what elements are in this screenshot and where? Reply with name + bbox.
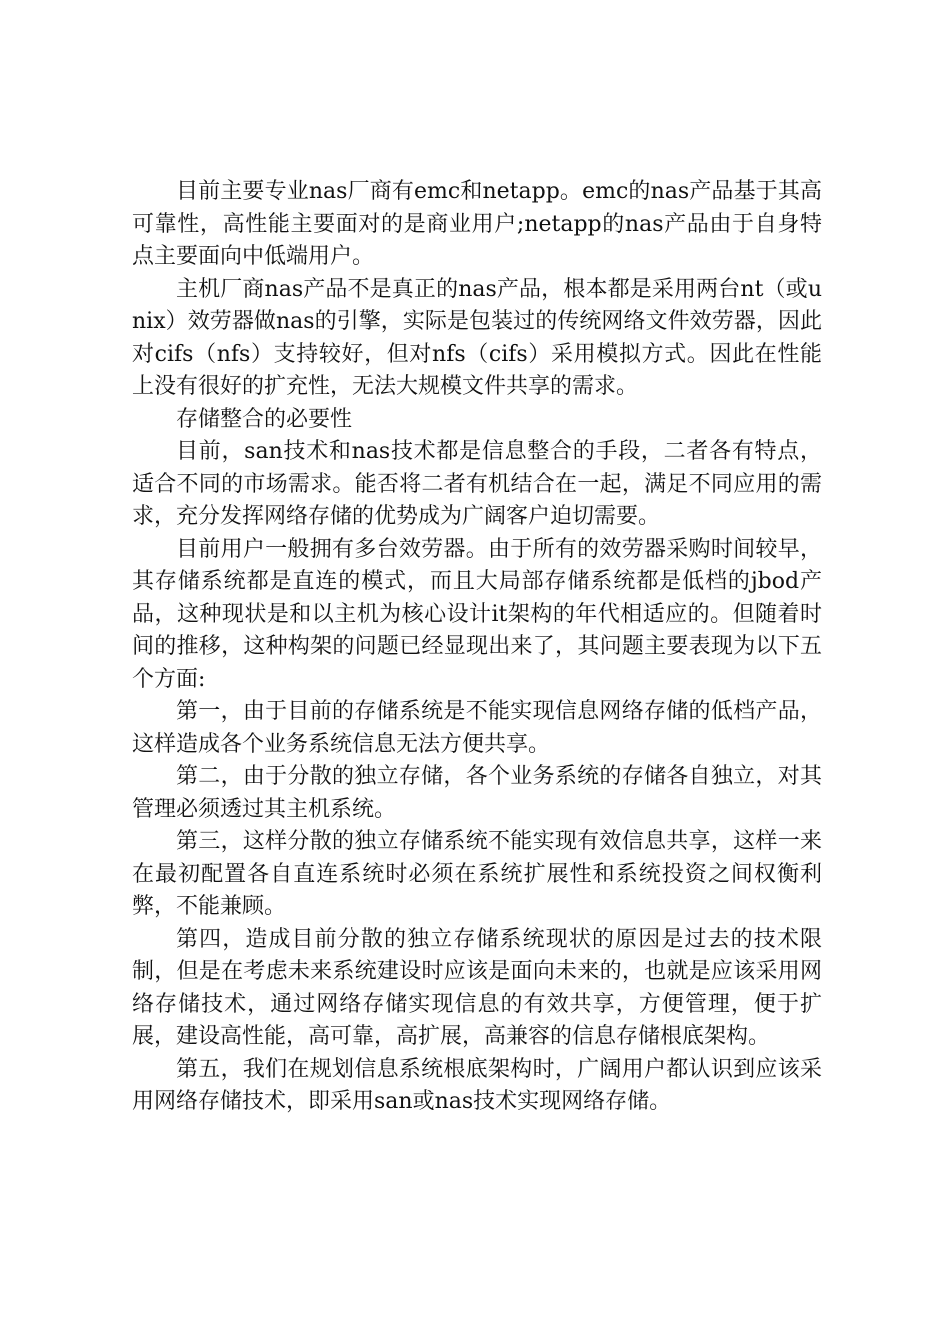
paragraph-point-three: 第三，这样分散的独立存储系统不能实现有效信息共享，这样一来在最初配置各自直连系统时必须在系统扩展性和系统投资之间权衡利弊，不能兼顾。	[132, 829, 822, 919]
paragraph-host-vendor-nas: 主机厂商nas产品不是真正的nas产品，根本都是采用两台nt（或unix）效劳器做nas的引擎，实际是包装过的传统网络文件效劳器，因此对cifs（nfs）支持较好，但对nfs（cifs）采用模拟方式。因此在性能上没有很好的扩充性，无法大规模文件共享的需求。	[132, 276, 822, 399]
paragraph-point-two: 第二，由于分散的独立存储，各个业务系统的存储各自独立，对其管理必须透过其主机系统。	[132, 764, 822, 822]
paragraph-san-nas-integration: 目前，san技术和nas技术都是信息整合的手段，二者各有特点，适合不同的市场需求。能否将二者有机结合在一起，满足不同应用的需求，充分发挥网络存储的优势成为广阔客户迫切需要。	[132, 439, 822, 529]
paragraph-point-one: 第一，由于目前的存储系统是不能实现信息网络存储的低档产品，这样造成各个业务系统信息无法方便共享。	[132, 699, 822, 757]
paragraph-point-four: 第四，造成目前分散的独立存储系统现状的原因是过去的技术限制，但是在考虑未来系统建设时应该是面向未来的，也就是应该采用网络存储技术，通过网络存储实现信息的有效共享，方便管理，便于扩展，建设高性能，高可靠，高扩展，高兼容的信息存储根底架构。	[132, 926, 822, 1049]
document-body	[132, 176, 822, 1119]
section-heading: 存储整合的必要性	[176, 406, 353, 432]
paragraph-nas-vendors: 目前主要专业nas厂商有emc和netapp。emc的nas产品基于其高可靠性，高性能主要面对的是商业用户;netapp的nas产品由于自身特点主要面向中低端用户。	[132, 179, 822, 269]
paragraph-current-situation: 目前用户一般拥有多台效劳器。由于所有的效劳器采购时间较早，其存储系统都是直连的模式，而且大局部存储系统都是低档的jbod产品，这种现状是和以主机为核心设计it架构的年代相适应的。但随着时间的推移，这种构架的问题已经显现出来了，其问题主要表现为以下五个方面:	[132, 536, 822, 692]
paragraph-point-five: 第五，我们在规划信息系统根底架构时，广阔用户都认识到应该采用网络存储技术，即采用san或nas技术实现网络存储。	[132, 1056, 822, 1114]
